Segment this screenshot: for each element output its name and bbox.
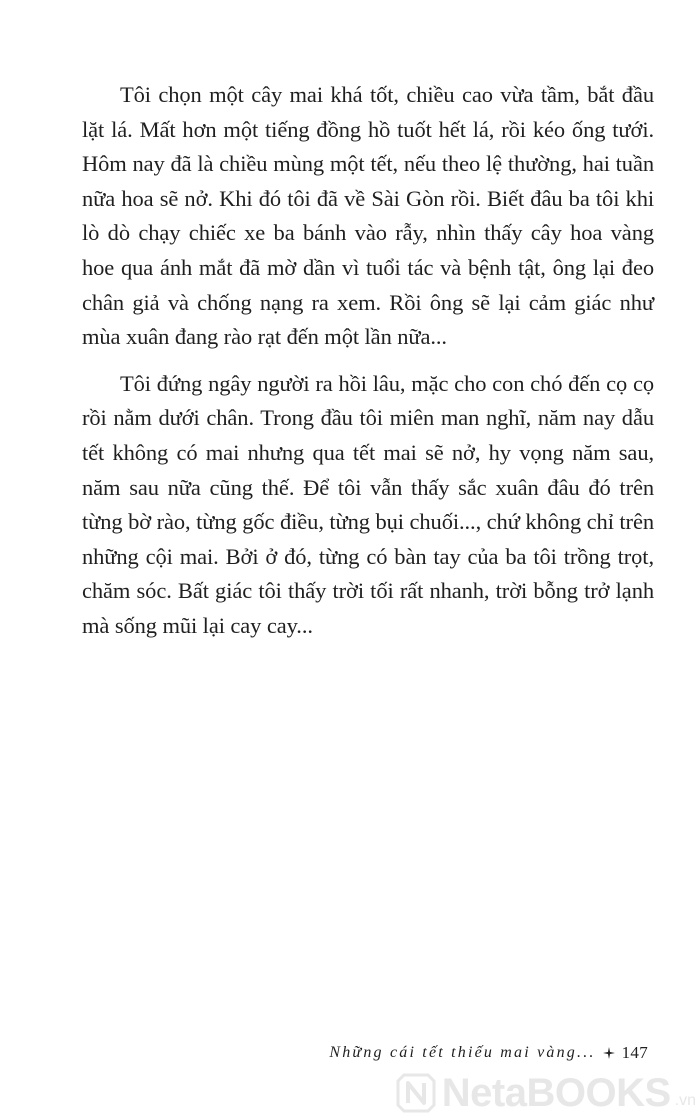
- n-logo-icon: [394, 1071, 438, 1115]
- paragraph-1: Tôi chọn một cây mai khá tốt, chiều cao vừa tầm, bắt đầu lặt lá. Mất hơn một tiếng đồng hồ tuốt hết lá, rồi kéo ống tưới. Hôm nay đã là chiều mùng một tết, nếu theo lệ thường, hai tuần nữa hoa sẽ nở. Khi đó tôi đã về Sài Gòn rồi. Biết đâu ba tôi khi lò dò chạy chiếc xe ba bánh vào rẫy, nhìn thấy cây hoa vàng hoe qua ánh mắt đã mờ dần vì tuổi tác và bệnh tật, ông lại đeo chân giả và chống nạng ra xem. Rồi ông sẽ lại cảm giác như mùa xuân đang rào rạt đến một lần nữa...: [82, 82, 654, 350]
- paragraph-2: Tôi đứng ngây người ra hồi lâu, mặc cho con chó đến cọ cọ rồi nằm dưới chân. Trong đầu tôi miên man nghĩ, năm nay dẫu tết không có mai nhưng qua tết mai sẽ nở, hy vọng năm sau, năm sau nữa cũng thế. Để tôi vẫn thấy sắc xuân đâu đó trên từng bờ rào, từng gốc điều, từng bụi chuối..., chứ không chỉ trên những cội mai. Bởi ở đó, từng có bàn tay của ba tôi trồng trọt, chăm sóc. Bất giác tôi thấy trời tối rất nhanh, trời bỗng trở lạnh mà sống mũi lại cay cay...: [82, 370, 654, 638]
- page-footer: [329, 1043, 648, 1063]
- body-text: [82, 78, 654, 644]
- watermark: [394, 1071, 696, 1115]
- page-number: 147: [621, 1043, 648, 1062]
- watermark-suffix: .vn: [674, 1092, 696, 1109]
- four-point-star-icon: [603, 1047, 615, 1059]
- running-title: Những cái tết thiếu mai vàng...: [329, 1044, 596, 1061]
- watermark-text: NetaBOOKS: [441, 1071, 671, 1115]
